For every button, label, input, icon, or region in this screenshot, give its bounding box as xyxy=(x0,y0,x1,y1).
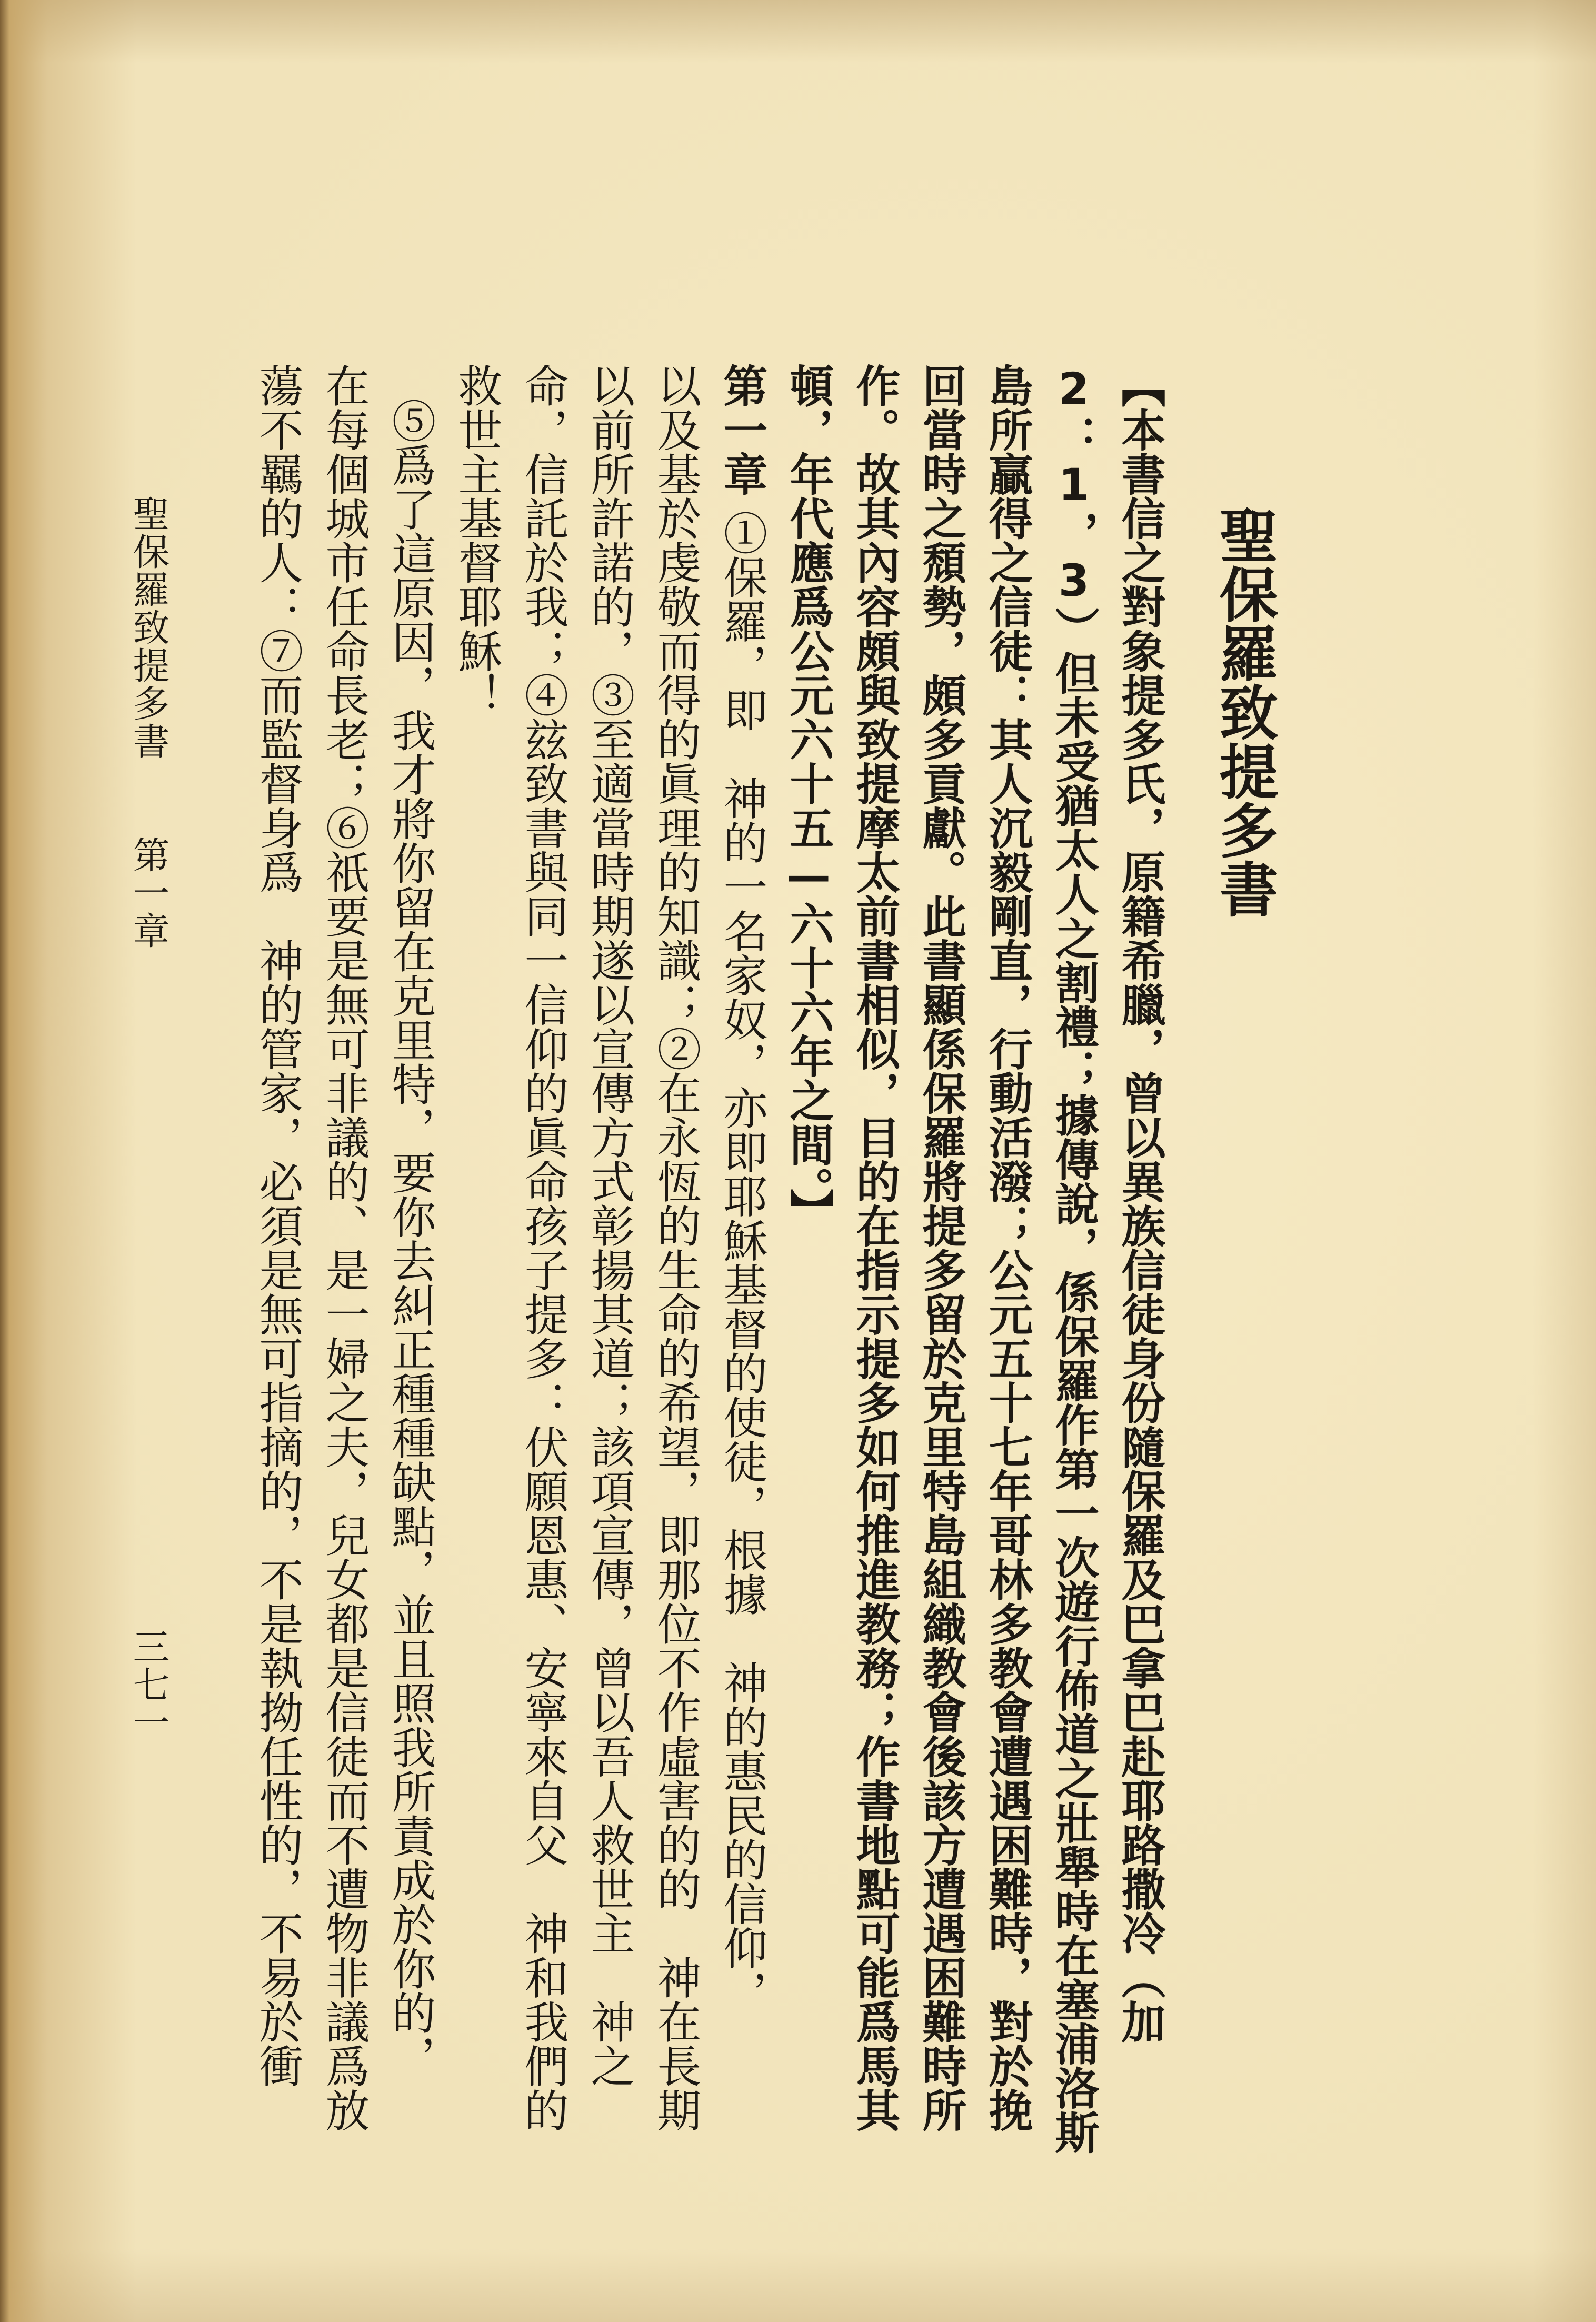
verse-line: 以及基於虔敬而得的眞理的知識；②在永恆的生命的希望，即那位不作虛害的的 神在長期 xyxy=(650,363,702,2132)
page-title: 聖保羅致提多書 xyxy=(1210,505,1278,918)
intro-note-line: 作。故其內容頗與致提摩太前書相似，目的在指示提多如何推進教務；作書地點可能爲馬其 xyxy=(849,363,901,2132)
chapter-first-line xyxy=(709,363,775,2216)
running-footer-book: 聖保羅致提多書 xyxy=(127,495,170,760)
body-text xyxy=(245,363,1173,2216)
intro-note-line: 頓，年代應爲公元六十五—六十六年之間。】 xyxy=(783,363,834,1233)
verse-line: 以前所許諾的，③至適當時期遂以宣傳方式彰揚其道；該項宣傳，曾以吾人救世主 神之 xyxy=(584,363,635,2088)
intro-note-line: 【本書信之對象提多氏，原籍希臘，曾以異族信徒身份隨保羅及巴拿巴赴耶路撒冷（加 xyxy=(1114,363,1166,2044)
verse-line: 在每個城市任命長老；⑥祇要是無可非議的、是一婦之夫，兒女都是信徒而不遭物非議爲放 xyxy=(318,363,370,2132)
verse-line: ⑤爲了這原因，我才將你留在克里特，要你去糾正種種缺點，並且照我所責成於你的， xyxy=(385,398,436,2079)
verse-text: ①保羅，即 神的一名家奴，亦即耶穌基督的使徒，根據 神的惠民的信仰， xyxy=(716,511,768,2014)
chapter-heading: 第一章 xyxy=(716,363,768,496)
intro-note-line: 回當時之頹勢，頗多貢獻。此書顯係保羅將提多留於克里特島組織教會後該方遭遇困難時所 xyxy=(915,363,967,2132)
verse-line: 命，信託於我；④玆致書與同一信仰的眞命孩子提多：伏願恩惠、安寧來自父 神和我們的 xyxy=(517,363,569,2132)
intro-note-line: 島所贏得之信徒：其人沉毅剛直，行動活潑；公元五十七年哥林多教會遭遇困難時，對於挽 xyxy=(982,363,1033,2132)
running-footer-chapter: 第一章 xyxy=(127,836,170,950)
intro-note-line: 2：1，3）但未受猶太人之割禮；據傳說，係保羅作第一次遊行佈道之壯舉時在塞浦洛斯 xyxy=(1048,363,1100,2154)
page-number: 三七一 xyxy=(127,1628,170,1741)
verse-line: 蕩不羈的人：⑦而監督身爲 神的管家，必須是無可指摘的，不是執拗任性的，不易於衝 xyxy=(252,363,304,2088)
verse-line: 救世主基督耶穌！ xyxy=(451,363,503,717)
